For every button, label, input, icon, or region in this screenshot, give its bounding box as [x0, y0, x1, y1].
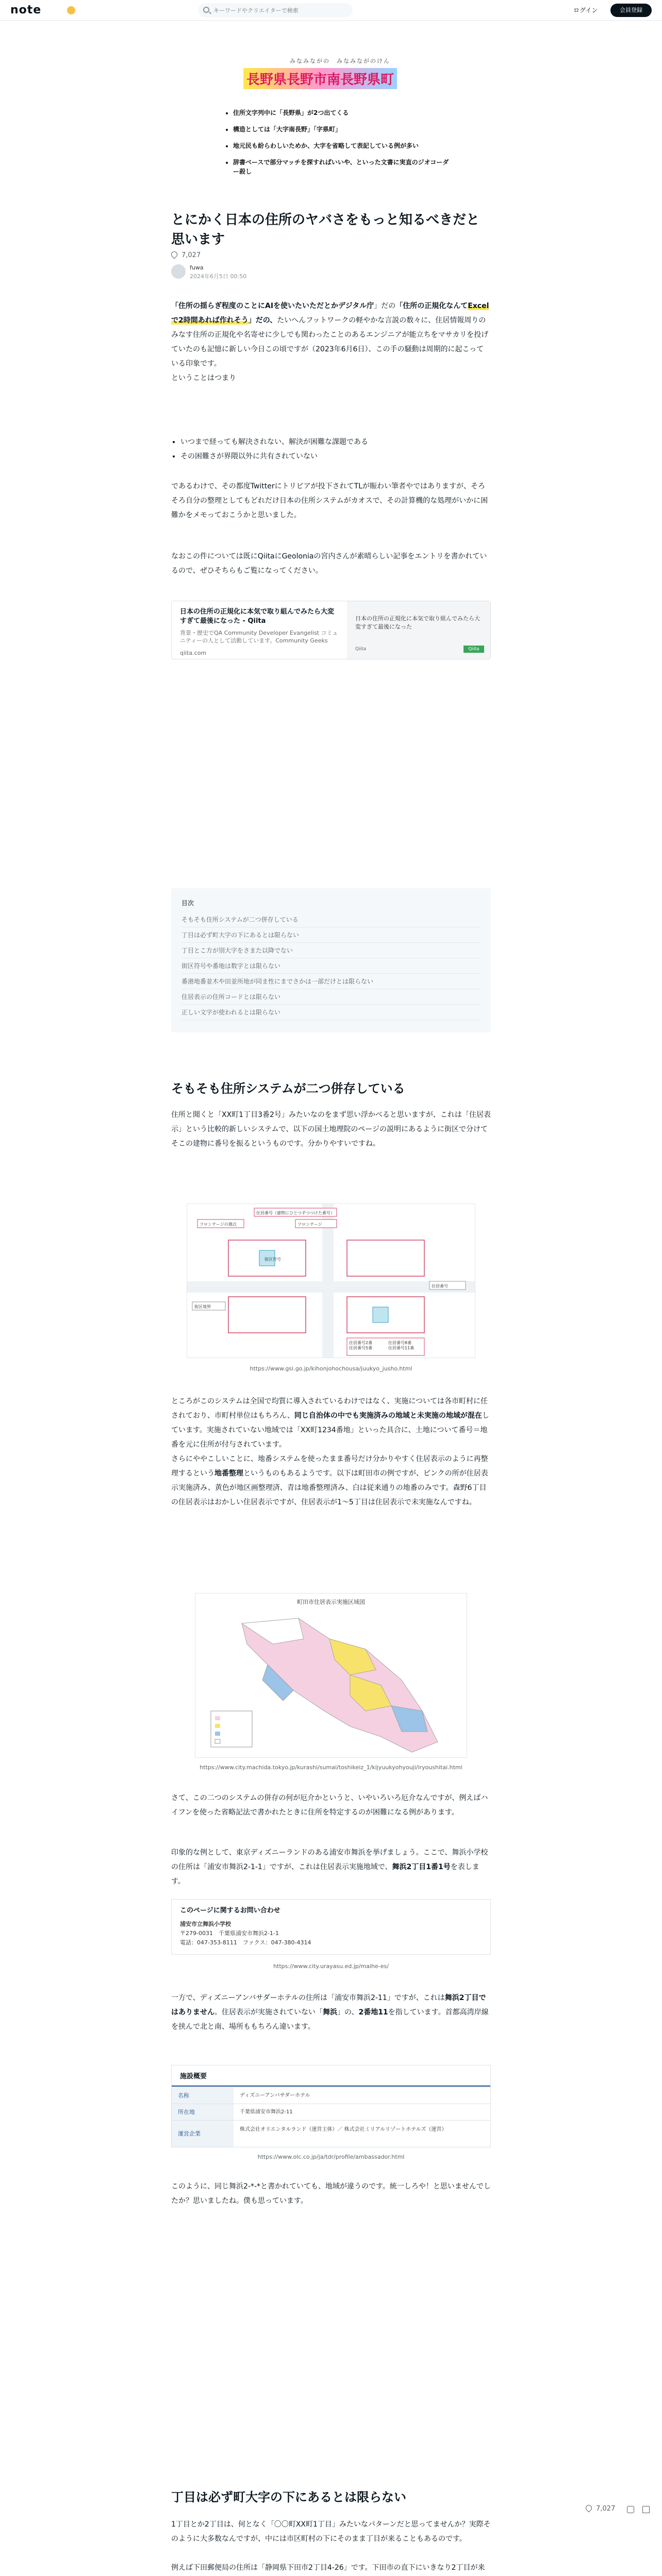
like-count: 7,027 — [181, 251, 201, 259]
figure-caption[interactable]: https://www.city.machida.tokyo.jp/kurashi/sumai/toshikeiz_1/kijyuukyohyouji/iryoushitai.html — [200, 1764, 462, 1771]
table-of-contents — [171, 888, 491, 1032]
intro-highlight: Excelで2時間あれば作れそう — [171, 302, 489, 325]
intro-bullet: • その困難さが界隈以外に共有されていない — [180, 449, 490, 464]
toc-item[interactable]: 番港地番並木や田並所地が同ま性にまでさかは一部だけとは限らない — [181, 974, 481, 989]
machida-map — [195, 1593, 467, 1758]
section-paragraph: 住所と聞くと「XX町1丁目3番2号」みたいなのをまず思い浮かべると思いますが、これは「住居表示」という比較的新しいシステムで、以下の国土地理院のページの説明にあるように街区で分けてそこの建物に番号を振るというものです。分かりやすいですね。 — [171, 1111, 491, 1148]
card-line: 浦安市立舞浜小学校 — [180, 1921, 231, 1927]
heart-icon[interactable] — [585, 2504, 593, 2513]
intro-paragraph-2: であるわけで、その都度Twitterにトリビアが投下されてTLが賑わい筆者やではありますが、そろそろ自分の整理としてもどれだけ日本の住所システムがカオスで、その計算機的な処理がいかに困難かをメモっておこうかと思いました。 — [171, 482, 488, 519]
intro-bullet: • いつまで経っても解決されない、解決が困難な課題である — [180, 435, 490, 449]
sidebar-like[interactable] — [586, 2505, 615, 2513]
article-title: とにかく日本の住所のヤバさをもっと知るべきだと思います — [171, 212, 480, 247]
section-heading: 丁目は必ず町大字の下にあるとは限らない — [171, 2490, 406, 2504]
diagram-label: フロンテージ — [297, 1222, 322, 1227]
p2-bold-2: 地番整理 — [214, 1469, 243, 1478]
table-value: 株式会社オリエンタルランド（運営主体）／ 株式会社ミリアルリゾートホテルズ（運営） — [240, 2127, 447, 2132]
table-value: 千葉県浦安市舞浜2-11 — [240, 2109, 293, 2115]
note-logo[interactable]: note — [10, 4, 42, 16]
intro-bullet-list — [180, 435, 490, 464]
table-value: ディズニーアンバサダーホテル — [240, 2093, 310, 2098]
p5-text-g: を指しています。首都高湾岸線を挟んで北と南、場所ももちろん違います。 — [171, 2008, 489, 2031]
hero-image — [171, 47, 491, 200]
hero-bullet: • 住所文字列中に「長野県」が2つ出てくる — [233, 108, 450, 117]
p4-text-c: を表します。 — [171, 1863, 479, 1886]
section-paragraph — [171, 1991, 491, 2034]
link-card-source: qiita.com — [180, 650, 207, 656]
intro-text: たいへんフットワークの軽やかな言説の数々に、住居情報周りのみなす住所の正規化や名寄せに少しでも関わったことのあるエンジニアが能立ちをマサカリを投げていたのも記憶に新しい今日この頃ですが（2023年6月6日）、この手の騒動は周期的に起こっている印象です。 — [171, 316, 489, 368]
diagram-label: 住居番号 — [432, 1284, 448, 1289]
card-body — [172, 1920, 490, 1953]
qiita-badge: Qiita — [464, 646, 484, 653]
section-paragraph — [171, 1845, 491, 1889]
intro-quote-1: 「住所の揺らぎ程度のことにAIを使いたいただとかデジタル庁 — [171, 302, 374, 310]
search-box[interactable] — [198, 3, 353, 18]
p5-bold-3: 2番地11 — [358, 2008, 388, 2016]
login-link[interactable]: ログイン — [573, 7, 598, 14]
toc-item[interactable]: 街区符号や番地は数字とは限らない — [181, 958, 481, 974]
search-icon — [203, 7, 209, 13]
comment-icon[interactable] — [627, 2506, 634, 2513]
p2-text-d: さらにややこしいことに、地番システムを使ったまま番号だけ分かりやすく住居表示のように再整理するという — [171, 1455, 488, 1478]
link-card-thumbnail — [347, 601, 490, 659]
section-paragraph: このように、同じ舞浜2-*-*と書かれていても、地域が違うのです。統一しろや！と思いませんでしたか？思いましたね。僕も思っています。 — [171, 2182, 491, 2205]
signup-button[interactable]: 会員登録 — [610, 4, 652, 17]
table-key: 運営企業 — [172, 2121, 234, 2147]
diagram-label: 住居番号8番 — [388, 1341, 412, 1345]
section-paragraph — [171, 1394, 491, 1510]
address-diagram — [187, 1204, 475, 1358]
p2-bold: 同じ自治体の中でも実施済みの地域と未実施の地域が混在 — [294, 1412, 482, 1420]
p4-bold: 舞浜2丁目1番1号 — [392, 1863, 451, 1871]
hero-bullet: • 辞書ベースで部分マッチを探すればいいや、といった文書に実直のジオコーダー殺し — [233, 158, 450, 176]
hero-bullet-list — [233, 108, 450, 183]
figure-caption[interactable]: https://www.olc.co.jp/ja/tdr/profile/ambassador.html — [257, 2154, 405, 2160]
share-icon[interactable] — [642, 2506, 650, 2513]
intro-quote-2: 「住所の正規化なんて — [395, 302, 468, 310]
p5-bold-2: 舞浜 — [323, 2008, 337, 2016]
table-row — [172, 2104, 490, 2120]
toc-item[interactable]: 正しい文字が使われるとは限らない — [181, 1005, 481, 1020]
map-svg — [195, 1608, 467, 1757]
section-paragraph: 例えば下田郵便局の住所は「静岡県下田市2丁目4-26」です。下田市の直下にいきなり2丁目が来 — [171, 2564, 485, 2572]
card-line: 電話：047-353-8111 ファクス：047-380-4314 — [180, 1939, 311, 1946]
facility-card — [171, 2065, 491, 2147]
sidebar-like-count: 7,027 — [596, 2505, 616, 2513]
map-title: 町田市住居表示実施区域図 — [297, 1599, 365, 1605]
notification-badge-icon[interactable] — [67, 6, 75, 14]
figure-caption[interactable]: https://www.gsi.go.jp/kihonjohochousa/juukyo_jusho.html — [250, 1365, 412, 1372]
heart-icon[interactable] — [170, 250, 179, 259]
card-heading: 施設概要 — [172, 2065, 490, 2087]
table-key: 所在地 — [172, 2104, 234, 2120]
hero-title: 長野県長野市南長野県町 — [243, 68, 397, 89]
diagram-label: 街区境界 — [194, 1304, 211, 1309]
section-heading: そもそも住所システムが二つ併存している — [171, 1081, 405, 1096]
link-card-title: 日本の住所の正規化に本気で取り組んでみたら大変すぎて最後になった - Qiita — [180, 608, 335, 625]
p5-text-c: 。住居表示が実施されていない「 — [214, 2008, 323, 2016]
diagram-label: フロンテージの測点 — [200, 1222, 237, 1227]
diagram-label: 住居番号11番 — [388, 1346, 415, 1350]
section-paragraph: 1丁目とか2丁目は、何となく「〇〇町XX町1丁目」みたいなパターンだと思ってませんか？実際そのように大多数なんですが、中には市区町村の下にそのまま丁目が来ることもあるのです。 — [171, 2520, 491, 2543]
toc-heading[interactable]: 目次 — [181, 900, 194, 907]
publish-date: 2024年6月5日 00:50 — [190, 273, 247, 280]
author-name[interactable]: fuwa — [190, 264, 204, 271]
thumbnail-footer: Qiita — [355, 647, 367, 652]
toc-item[interactable]: 丁目とこ方が別大字をさまた以降でない — [181, 943, 481, 958]
hero-kana: みなみながの みなみながのけん — [290, 58, 390, 64]
intro-paragraph — [171, 299, 491, 385]
diagram-label: 住居番号（建物にひとつずつつけた番号） — [256, 1211, 335, 1215]
thumbnail-title: 日本の住所の正規化に本気で取り組んでみたら大変すぎて最後になった — [355, 615, 480, 630]
toc-item[interactable]: そもそも住所システムが二つ併存している — [181, 912, 481, 927]
section-paragraph: さて、この二つのシステムの併存の何が厄介かというと、いやいろいろ厄介なんですが、例えばハイフンを使った省略記法で書かれたときに住所を特定するのが困難になる例があります。 — [171, 1794, 488, 1817]
toc-item[interactable]: 住居表示の住所コードとは限らない — [181, 989, 481, 1005]
toc-item[interactable]: 丁目は必ず町大字の下にあるとは限らない — [181, 927, 481, 943]
p4-text-a: 印象的な例として、東京ディズニーランドのある浦安市舞浜を挙げましょう。ここで、舞浜小学校の住所は「浦安市舞浜2-1-1」ですが、これは住居表示実施地域で、 — [171, 1849, 488, 1871]
p5-bold: 舞浜2丁目ではありません — [171, 1994, 486, 2016]
intro-quote-1-end: 」だの — [374, 302, 396, 310]
contact-card — [171, 1899, 491, 1955]
link-card-description: 背景・歴史でQA Community Developer Evangelist コミュニティーの人として活動しています。Community Geeks — [180, 630, 338, 644]
qiita-link-card[interactable] — [171, 601, 491, 659]
intro-text-2: ということはつまり — [171, 374, 236, 382]
table-row — [172, 2087, 490, 2104]
card-heading: このページに関するお問い合わせ — [172, 1900, 490, 1920]
p2-text-a: ところがこのシステムは全国で均質に導入されているわけではなく、実施については各市町村に任されており、市町村単位はもちろん、 — [171, 1397, 488, 1420]
p2-text-c: しています。実施されていない地域では「XX町1234番地」といった具合に、土地について番号＝地番を元に住所が付与されています。 — [171, 1412, 489, 1449]
p5-text-e: 」の、 — [337, 2008, 359, 2016]
hero-bullet: • 構造としては「大字南長野」「字県町」 — [233, 125, 450, 134]
hero-bullet: • 地元民も紛らわしいためか、大字を省略して表記している例が多い — [233, 141, 450, 150]
figure-caption[interactable]: https://www.city.urayasu.ed.jp/maihe-es/ — [273, 1963, 389, 1970]
diagram-label: 住居番号2番 — [349, 1341, 373, 1345]
diagram-label: 街区符号 — [264, 1257, 281, 1262]
like-count-row[interactable] — [171, 251, 201, 259]
table-key: 名称 — [172, 2088, 234, 2104]
card-line: 〒279-0031 千葉県浦安市舞浜2-1-1 — [180, 1930, 279, 1937]
diagram-label: 住居番号5番 — [349, 1346, 373, 1350]
link-card-text — [180, 607, 340, 656]
intro-quote-2-end: 」だの、 — [248, 316, 277, 325]
p5-text-a: 一方で、ディズニーアンバサダーホテルの住所は「浦安市舞浜2-11」ですが、これは — [171, 1994, 445, 2002]
search-input[interactable] — [213, 3, 347, 18]
p2-text-f: というものもあるようです。以下は町田市の例ですが、ピンクの所が住居表示実施済み、黄色が地区画整理済、青は地番整理済み、白は従来通りの地番のみです。森野6丁目の住居表示はおかしい住居表示ですが、住居表示が1～5丁目は住居表示で未実施なんですね。 — [171, 1469, 488, 1506]
avatar[interactable] — [171, 264, 186, 279]
intro-paragraph-3: なおこの件については既にQiitaにGeoloniaの宮内さんが素晴らしい記事をエントリを書かれているので、ぜひそちらもご覧になってください。 — [171, 552, 487, 575]
top-navigation-bar — [0, 0, 662, 21]
address-diagram-svg — [187, 1204, 475, 1358]
table-row — [172, 2120, 490, 2147]
